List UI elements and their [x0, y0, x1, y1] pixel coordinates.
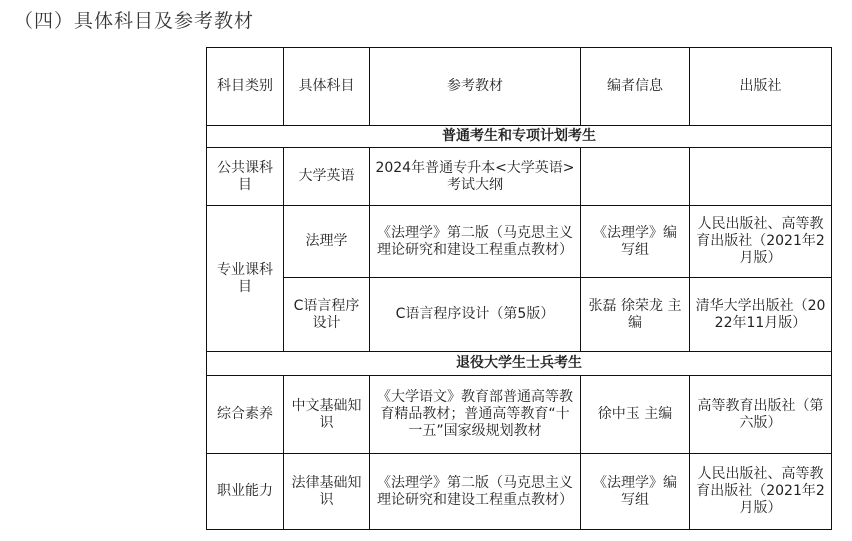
editor-cell: 张磊 徐荣龙 主编: [581, 278, 690, 352]
subject-cell: 法律基础知识: [284, 454, 370, 530]
section-row: [207, 352, 832, 376]
section-heading: （四）具体科目及参考教材: [14, 10, 255, 32]
table-row: [207, 206, 832, 278]
table-row: [207, 376, 832, 454]
textbook-cell: C语言程序设计（第5版）: [370, 278, 581, 352]
subject-cell: 中文基础知识: [284, 376, 370, 454]
col-category: 科目类别: [207, 48, 284, 126]
col-editor: 编者信息: [581, 48, 690, 126]
category-cell: 公共课科目: [207, 148, 284, 206]
textbook-cell: 《大学语文》教育部普通高等教育精品教材；普通高等教育“十一五”国家级规划教材: [370, 376, 581, 454]
table-row: [207, 278, 832, 352]
subject-cell: 大学英语: [284, 148, 370, 206]
section-title: 普通考生和专项计划考生: [207, 126, 832, 148]
publisher-cell: 清华大学出版社（2022年11月版）: [690, 278, 832, 352]
textbook-cell: 《法理学》第二版（马克思主义理论研究和建设工程重点教材）: [370, 206, 581, 278]
col-subject: 具体科目: [284, 48, 370, 126]
category-cell: 专业课科目: [207, 206, 284, 352]
editor-cell: 《法理学》编写组: [581, 206, 690, 278]
subject-cell: 法理学: [284, 206, 370, 278]
textbook-cell: 2024年普通专升本<大学英语>考试大纲: [370, 148, 581, 206]
textbook-cell: 《法理学》第二版（马克思主义理论研究和建设工程重点教材）: [370, 454, 581, 530]
section-row: [207, 126, 832, 148]
header-row: [207, 48, 832, 126]
section-title: 退役大学生士兵考生: [207, 352, 832, 376]
category-cell: 综合素养: [207, 376, 284, 454]
editor-cell: 《法理学》编写组: [581, 454, 690, 530]
publisher-cell: 高等教育出版社（第六版）: [690, 376, 832, 454]
editor-cell: [581, 148, 690, 206]
table-row: [207, 148, 832, 206]
publisher-cell: 人民出版社、高等教育出版社（2021年2月版）: [690, 454, 832, 530]
publisher-cell: 人民出版社、高等教育出版社（2021年2月版）: [690, 206, 832, 278]
publisher-cell: [690, 148, 832, 206]
subjects-table: [206, 47, 832, 530]
col-textbook: 参考教材: [370, 48, 581, 126]
col-publisher: 出版社: [690, 48, 832, 126]
subject-cell: C语言程序设计: [284, 278, 370, 352]
table-row: [207, 454, 832, 530]
category-cell: 职业能力: [207, 454, 284, 530]
editor-cell: 徐中玉 主编: [581, 376, 690, 454]
